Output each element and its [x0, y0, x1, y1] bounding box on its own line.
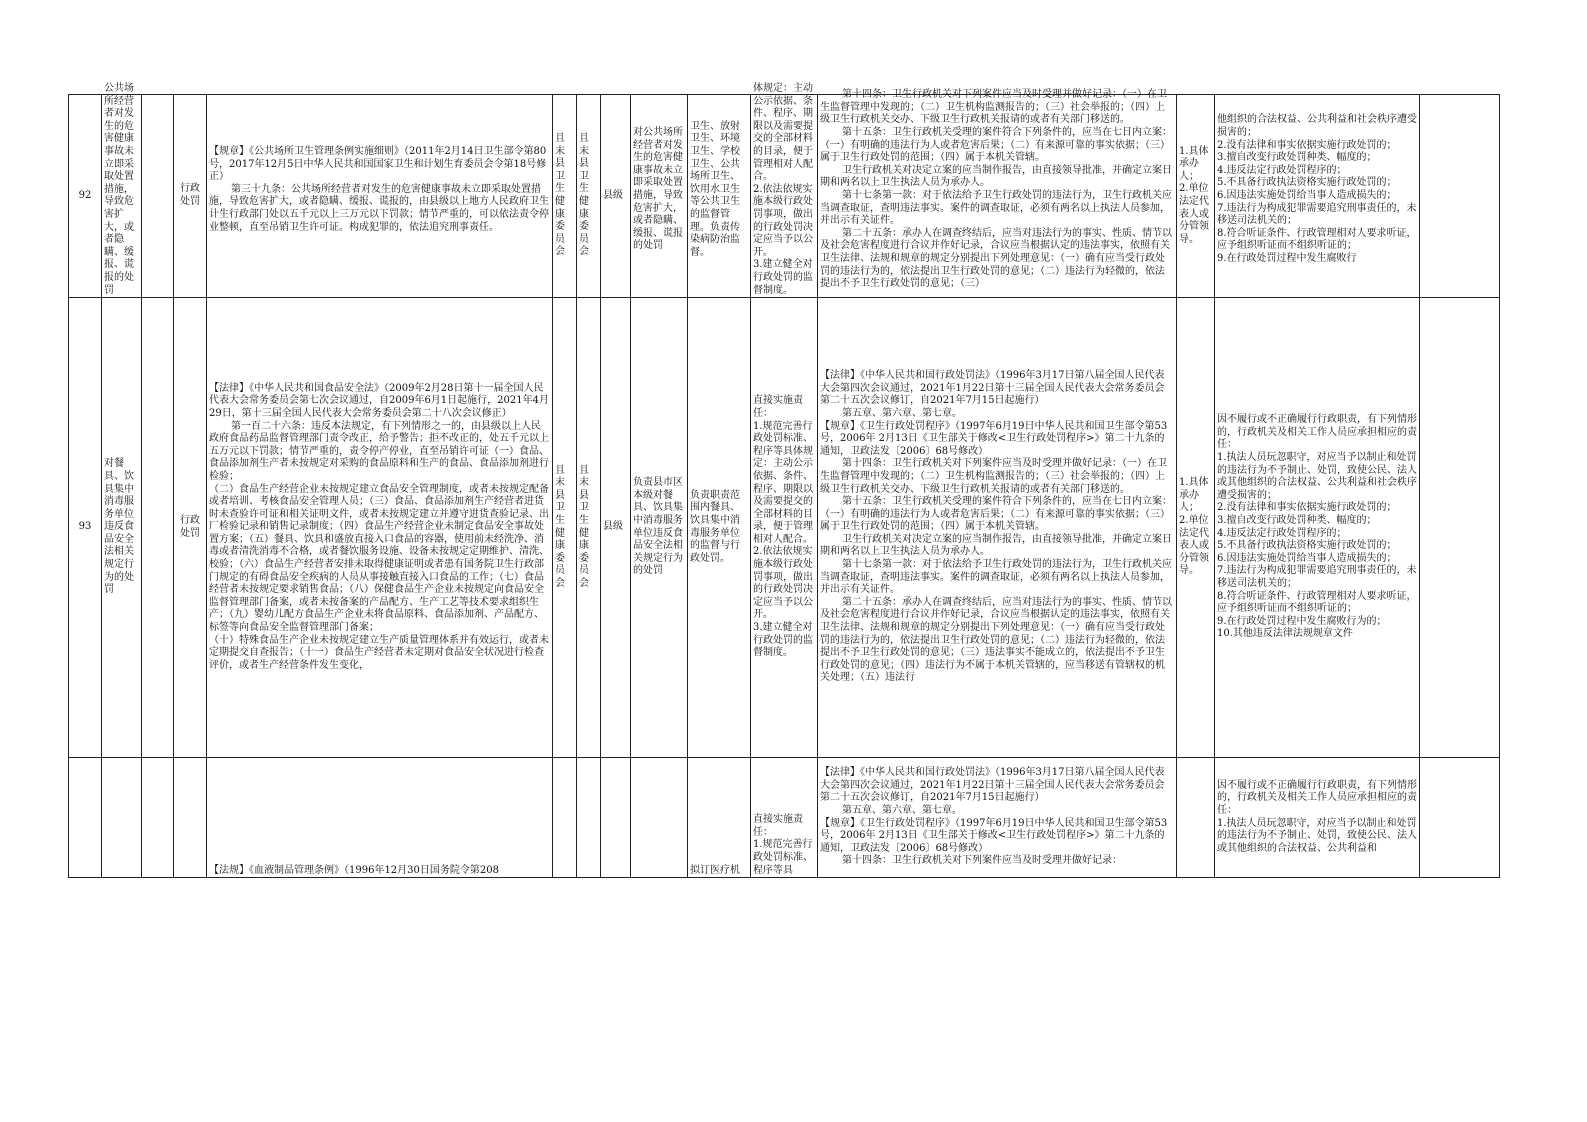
subject-cell: 且末县卫生健康委员会: [553, 95, 577, 298]
scope-cell: 负责县市区本级对餐具、饮具集中消毒服务单位违反食品安全法相关规定行为的处罚: [631, 298, 688, 758]
dept-text: 卫生、放射卫生、环境卫生、学校卫生、公共场所卫生、饮用水卫生等公共卫生的监督管理。负责传染病防治监督。: [690, 120, 740, 258]
category-cell: 行政处罚: [174, 95, 207, 298]
basis-paragraph: 【规章】《公共场所卫生管理条例实施细则》（2011年2月14日卫生部令第80号，2017年12月5日中华人民共和国国家卫生和计划生育委员会令第18号修正）: [209, 145, 547, 183]
blank-cell: [142, 298, 174, 758]
blank-cell: [1420, 758, 1500, 878]
item-name-cell: 对餐具、饮具集中消毒服务单位违反食品安全法相关规定行为的处罚: [102, 298, 142, 758]
row-number: 92: [69, 95, 102, 298]
basis-paragraph: 第一百二十六条：违反本法规定，有下列情形之一的，由县级以上人民政府食品药品监督管理部门责令改正，给予警告；拒不改正的，处五千元以上五万元以下罚款；情节严重的，责令停产停业，直至吊销许可证（一）食品、食品添加剂生产者未按规定对采购的食品原料和生产的食品、食品添加剂进行检验；: [209, 420, 549, 482]
blank-cell: [1420, 298, 1500, 758]
level-cell: 县级: [601, 298, 631, 758]
procedure-cell: [818, 758, 1177, 878]
procedure-paragraph: 第十七条第一款：对于依法给予卫生行政处罚的违法行为，卫生行政机关应当调查取证，查明违法事实。案件的调查取证，必须有两名以上执法人员参加，并出示有关证件。: [820, 559, 1172, 596]
table-row: [69, 298, 1500, 758]
procedure-paragraph: 【规章】《卫生行政处罚程序》（1997年6月19日中华人民共和国卫生部令第53号，2006年 2月13日《卫生部关于修改<卫生行政处罚程序>》第二十九条的通知，卫政法发〔2006〕68号修改）: [820, 817, 1168, 854]
item-name: 公共场所经营者对发生的危害健康事故未立即采取处置措施，导致危害扩大，或者隐瞒、缓报、谎报的处罚: [104, 83, 134, 296]
category-cell: [174, 758, 207, 878]
table-row: [69, 758, 1500, 878]
dept-cell: [688, 95, 751, 298]
duty-cell: 直接实施责任： 1.规范完善行政处罚标准、程序等具体规定：主动公示依据、条件、程序、期限以及需要提交的全部材料的目录，便于管理相对人配合。 2.依法依规实施本级行政处罚事项，做出的行政处罚决定应当予以公开。 3.建立健全对行政处罚的监督制度。: [751, 298, 818, 758]
blank-cell: [142, 758, 174, 878]
dept-cell: 负责职责范围内餐具、饮具集中消毒服务单位的监督与行政处罚。: [688, 298, 751, 758]
responsible-cell: [1177, 758, 1215, 878]
scope-cell: [631, 758, 688, 878]
dept-cell: 拟订医疗机: [688, 758, 751, 878]
category-cell: 行政处罚: [174, 298, 207, 758]
subject-cell: 且末县卫生健康委员会: [553, 298, 577, 758]
procedure-paragraph: 【法律】《中华人民共和国行政处罚法》（1996年3月17日第八届全国人民代表大会第四次会议通过，2021年1月22日第十三届全国人民代表大会常务委员会第二十五次会议修订，自2021年7月15日起施行）: [820, 767, 1165, 804]
procedure-cell: [818, 89, 1177, 298]
subject-cell: [577, 758, 601, 878]
procedure-paragraph: 第五章、第六章、第七章。: [842, 407, 962, 419]
scope-text: 对公共场所经营者对发生的危害健康事故未立即采取处置措施，导致危害扩大，或者隐瞒、缓报、谎报的处罚: [633, 127, 683, 252]
procedure-paragraph: 第十七条第一款：对于依法给予卫生行政处罚的违法行为，卫生行政机关应当调查取证，查明违法事实。案件的调查取证，必须有两名以上执法人员参加，并出示有关证件。: [820, 190, 1172, 227]
basis-paragraph: （十）特殊食品生产企业未按规定建立生产质量管理体系并有效运行，或者未定期提交自查报告；（十一）食品生产经营者未定期对食品安全状况进行检查评价，或者生产经营条件发生变化，: [209, 634, 549, 671]
scope-cell: [631, 95, 688, 298]
duty-cell: [751, 83, 818, 298]
duty-cell: 直接实施责任： 1.规范完善行政处罚标准、程序等具: [751, 758, 818, 878]
basis-cell: [207, 95, 553, 298]
item-name-cell: [102, 83, 142, 298]
procedure-cell: [818, 298, 1177, 758]
procedure-paragraph: 卫生行政机关对决定立案的应当制作报告，由直接领导批准，并确定立案日期和两名以上卫生执法人员为承办人。: [820, 533, 1172, 558]
procedure-paragraph: 第十四条：卫生行政机关对下列案件应当及时受理并做好记录：: [842, 855, 1122, 867]
procedure-paragraph: 第二十五条：承办人在调查终结后，应当对违法行为的事实、性质、情节以及社会危害程度进行合议并作好记录，合议应当根据认定的违法事实，依照有关卫生法律、法规和规章的规定分别提出下列处理意见：（一）确有应当受行政处罚的违法行为的，依法提出卫生行政处罚的意见；（二）违法行为轻微的，依法提出不予卫生行政处罚的意见；（三）违法事实不能成立的，依法提出不予卫生行政处罚的意见；（四）违法行为不属于本机关管辖的，应当移送有管辖权的机关处理；（五）违法行: [820, 596, 1172, 684]
accountability-cell: 因不履行或不正确履行行政职责，有下列情形的，行政机关及相关工作人员应承担相应的责任： 1.执法人员玩忽职守，对应当予以制止和处罚的违法行为不予制止、处罚，致使公民、法人或其他组织的合法权益、公共利益和: [1215, 758, 1420, 878]
procedure-paragraph: 第十四条：卫生行政机关对下列案件应当及时受理并做好记录：（一）在卫生监督管理中发现的；（二）卫生机构监测报告的；（三）社会举报的；（四）上级卫生行政机关交办、下级卫生行政机关报请的或者有关部门移送的。: [820, 458, 1167, 495]
basis-paragraph: 【法律】《中华人民共和国食品安全法》（2009年2月28日第十一届全国人民代表大会常务委员会第七次会议通过，自2009年6月1日起施行，2021年4月29日，第十三届全国人民代表大会常务委员会第二十八次会议修正）: [209, 382, 549, 419]
accountability-cell: [1215, 95, 1420, 298]
basis-paragraph: （二）食品生产经营企业未按规定建立食品安全管理制度，或者未按规定配备或者培训、考核食品安全管理人员；（三）食品、食品添加剂生产经营者进货时未查验许可证和相关证明文件，或者未按规定建立并遵守进货查验记录、出厂检验记录和销售记录制度；（四）食品生产经营企业未制定食品安全事故处置方案；（五）餐具、饮具和盛放直接入口食品的容器，使用前未经洗净、消毒或者清洗消毒不合格，或者餐饮服务设施、设备未按规定定期维护、清洗、校验；（六）食品生产经营者安排未取得健康证明或者患有国务院卫生行政部门规定的有碍食品安全疾病的人员从事接触直接入口食品的工作；（七）食品经营者未按规定要求销售食品；（八）保健食品生产企业未按规定向食品安全监督管理部门备案，或者未按备案的产品配方、生产工艺等技术要求组织生产；（九）婴幼儿配方食品生产企业未将食品原料、食品添加剂、产品配方、标签等向食品安全监督管理部门备案；: [209, 483, 549, 634]
procedure-paragraph: 【规章】《卫生行政处罚程序》（1997年6月19日中华人民共和国卫生部令第53号，2006年 2月13日《卫生部关于修改<卫生行政处罚程序>》第二十九条的通知，卫政法发〔2006〕68号修改）: [820, 420, 1168, 457]
duty-text: 体规定：主动公示依据、条件、程序、期限以及需要提交的全部材料的目录，便于管理相对人配合。 2.依法依规实施本级行政处罚事项，做出的行政处罚决定应当予以公开。 3.建立健全对行政处罚的监督制度。: [753, 83, 813, 296]
blank-cell: [142, 95, 174, 298]
level-cell: [601, 758, 631, 878]
subject-cell: 且末县卫生健康委员会: [577, 298, 601, 758]
basis-cell: [207, 298, 553, 758]
procedure-paragraph: 【法律】《中华人民共和国行政处罚法》（1996年3月17日第八届全国人民代表大会第四次会议通过，2021年1月22日第十三届全国人民代表大会常务委员会第二十五次会议修订，自2021年7月15日起施行）: [820, 370, 1165, 407]
row-number: [69, 758, 102, 878]
procedure-paragraph: 卫生行政机关对决定立案的应当制作报告，由直接领导批准，并确定立案日期和两名以上卫生执法人员为承办人。: [820, 164, 1172, 189]
subject-cell: [553, 758, 577, 878]
basis-paragraph: 【法规】《血液制品管理条例》（1996年12月30日国务院令第208: [209, 864, 499, 876]
responsible-cell: 1.具体承办人； 2.单位法定代表人或分管领导。: [1177, 95, 1215, 298]
item-name-cell: [102, 758, 142, 878]
procedure-paragraph: 第十五条：卫生行政机关受理的案件符合下列条件的，应当在七日内立案：（一）有明确的违法行为人或者危害后果；（二）有来源可靠的事实依据；（三）属于卫生行政处罚的范围；（四）属于本机关管辖。: [820, 127, 1172, 164]
basis-paragraph: 第三十九条：公共场所经营者对发生的危害健康事故未立即采取处置措施，导致危害扩大，或者隐瞒、缓报、谎报的，由县级以上地方人民政府卫生计生行政部门处以五千元以上三万元以下罚款；情节严重的，可以依法责令停业整顿，直至吊销卫生许可证。构成犯罪的，依法追究刑事责任。: [209, 183, 549, 233]
basis-cell: [207, 758, 553, 878]
subject-cell: 且末县卫生健康委员会: [577, 95, 601, 298]
level-cell: 县级: [601, 95, 631, 298]
accountability-cell: 因不履行或不正确履行行政职责，有下列情形的，行政机关及相关工作人员应承担相应的责任： 1.执法人员玩忽职守，对应当予以制止和处罚的违法行为不予制止、处罚，致使公民、法人或其他组织的合法权益、公共利益和社会秩序遭受损害的； 2.没有法律和事实依据实施行政处罚的； 3.擅自改变行政处罚种类、幅度的； 4.违反法定行政处罚程序的； 5.不具备行政执法资格实施行政处罚的； 6.因违法实施处罚给当事人造成损失的； 7.违法行为构成犯罪需要追究刑事责任的，未移送司法机关的； 8.符合听证条件、行政管理相对人要求听证，应予组织听证而不组织听证的； 9.在行政处罚过程中发生腐败行为的； 10.其他违反法律法规规章文件: [1215, 298, 1420, 758]
row-number: 93: [69, 298, 102, 758]
accountability-text: 他组织的合法权益、公共利益和社会秩序遭受损害的； 2.没有法律和事实依据实施行政处罚的； 3.擅自改变行政处罚种类、幅度的； 4.违反法定行政处罚程序的； 5.不具备行政执法资格实施行政处罚的； 6.因违法实施处罚给当事人造成损失的； 7.违法行为构成犯罪需要追究刑事责任的，未移送司法机关的； 8.符合听证条件、行政管理相对人要求听证，应予组织听证而不组织听证的； 9.在行政处罚过程中发生腐败行: [1217, 114, 1417, 265]
procedure-paragraph: 第十五条：卫生行政机关受理的案件符合下列条件的，应当在七日内立案：（一）有明确的违法行为人或者危害后果；（二）有来源可靠的事实依据；（三）属于卫生行政处罚的范围；（四）属于本机关管辖。: [820, 496, 1172, 533]
duty-table: [68, 83, 1500, 878]
procedure-paragraph: 第二十五条：承办人在调查终结后，应当对违法行为的事实、性质、情节以及社会危害程度进行合议并作好记录，合议应当根据认定的违法事实，依照有关卫生法律、法规和规章的规定分别提出下列处理意见：（一）确有应当受行政处罚的违法行为的，依法提出卫生行政处罚的意见；（二）违法行为轻微的，依法提出不予卫生行政处罚的意见；（三）: [820, 227, 1172, 290]
procedure-paragraph: 第十四条：卫生行政机关对下列案件应当及时受理并做好记录：（一）在卫生监督管理中发现的；（二）卫生机构监测报告的；（三）社会举报的；（四）上级卫生行政机关交办、下级卫生行政机关报请的或者有关部门移送的。: [820, 89, 1167, 126]
responsible-cell: 1.具体承办人； 2.单位法定代表人或分管领导。: [1177, 298, 1215, 758]
blank-cell: [1420, 95, 1500, 298]
procedure-paragraph: 第五章、第六章、第七章。: [842, 805, 962, 816]
table-row: [69, 95, 1500, 298]
